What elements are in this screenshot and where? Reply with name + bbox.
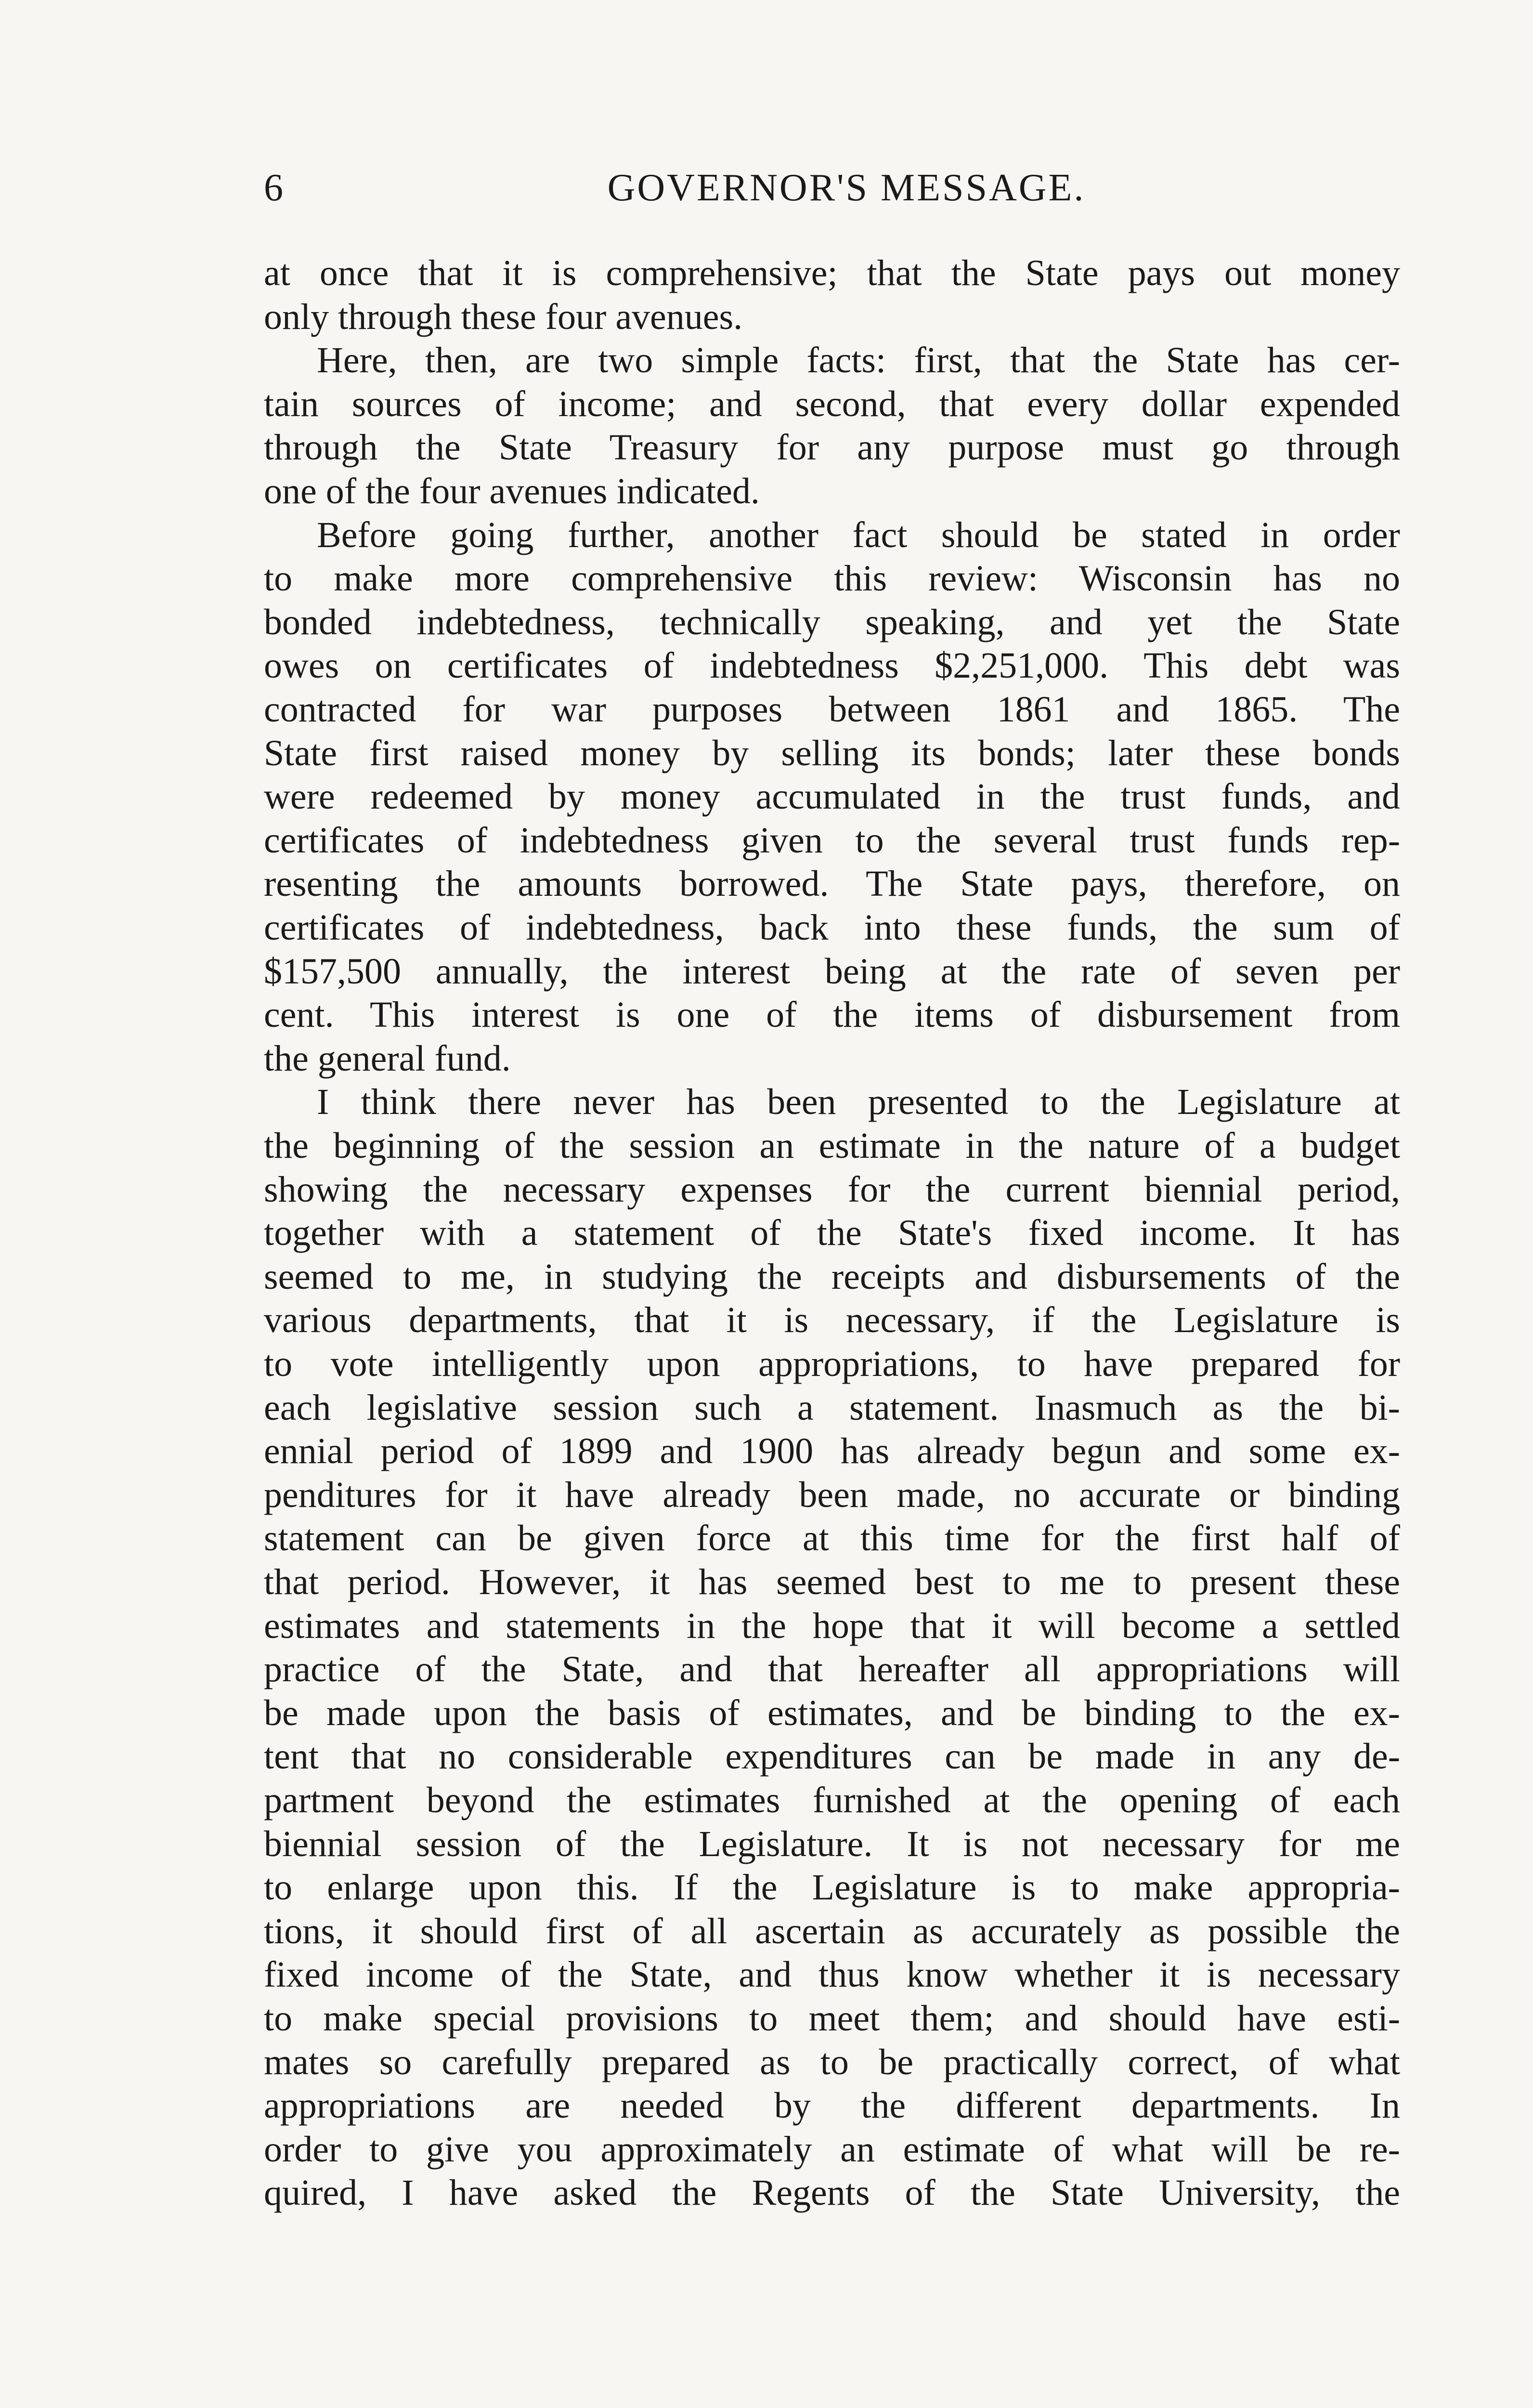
text-line: fixed income of the State, and thus know whether it is necessary [264,1954,1400,1995]
text-line: certificates of indebtedness, back into these funds, the sum of [264,907,1400,948]
text-line: one of the four avenues indicated. [264,471,760,511]
text-line: the beginning of the session an estimate in the nature of a budget [264,1125,1400,1166]
text-line: only through these four avenues. [264,297,743,337]
page-number: 6 [264,167,283,209]
text-line: together with a statement of the State's fixed income. It has [264,1213,1400,1253]
text-line: quired, I have asked the Regents of the State University, the [264,2172,1400,2213]
text-line: tent that no considerable expenditures can be made in any de- [264,1736,1400,1777]
text-line: through the State Treasury for any purpose must go through [264,427,1400,468]
text-line: I think there never has been presented to the Legislature at [317,1082,1400,1122]
text-line: the general fund. [264,1038,511,1079]
text-line: appropriations are needed by the different departments. In [264,2085,1400,2126]
text-line: tain sources of income; and second, that every dollar expended [264,384,1400,424]
text-line: be made upon the basis of estimates, and be binding to the ex- [264,1693,1400,1733]
text-line: Before going further, another fact should be stated in order [317,515,1400,555]
text-line: each legislative session such a statement. Inasmuch as the bi- [264,1387,1400,1428]
text-line: cent. This interest is one of the items of disbursement from [264,995,1400,1035]
text-line: State first raised money by selling its bonds; later these bonds [264,733,1400,773]
text-line: that period. However, it has seemed best to me to present these [264,1562,1400,1602]
text-line: showing the necessary expenses for the current biennial period, [264,1169,1400,1210]
text-line: seemed to me, in studying the receipts and disbursements of the [264,1256,1400,1297]
text-line: certificates of indebtedness given to the several trust funds rep- [264,820,1400,861]
text-line: to vote intelligently upon appropriations, to have prepared for [264,1344,1400,1384]
text-line: to enlarge upon this. If the Legislature is to make appropria- [264,1867,1400,1908]
text-line: resenting the amounts borrowed. The State pays, therefore, on [264,864,1400,904]
text-line: penditures for it have already been made, no accurate or binding [264,1475,1400,1515]
text-line: tions, it should first of all ascertain as accurately as possible the [264,1911,1400,1951]
text-line: ennial period of 1899 and 1900 has already begun and some ex- [264,1431,1400,1471]
text-line: Here, then, are two simple facts: first, that the State has cer- [317,340,1400,380]
text-line: owes on certificates of indebtedness $2,251,000. This debt was [264,645,1400,686]
text-line: were redeemed by money accumulated in the trust funds, and [264,776,1400,817]
text-line: contracted for war purposes between 1861 and 1865. The [264,689,1400,730]
text-line: various departments, that it is necessary, if the Legislature is [264,1300,1400,1340]
text-line: to make more comprehensive this review: Wisconsin has no [264,558,1400,599]
text-line: mates so carefully prepared as to be practically correct, of what [264,2042,1400,2082]
text-line: practice of the State, and that hereafter all appropriations will [264,1649,1400,1689]
text-line: estimates and statements in the hope that it will become a settled [264,1606,1400,1646]
text-line: to make special provisions to meet them; and should have esti- [264,1998,1400,2039]
page-header [264,159,1400,222]
text-line: biennial session of the Legislature. It is not necessary for me [264,1824,1400,1864]
text-line: partment beyond the estimates furnished at the opening of each [264,1780,1400,1820]
running-title: GOVERNOR'S MESSAGE. [607,167,1086,209]
text-line: at once that it is comprehensive; that the State pays out money [264,253,1400,293]
text-line: bonded indebtedness, technically speaking, and yet the State [264,602,1400,642]
text-line: $157,500 annually, the interest being at the rate of seven per [264,951,1400,992]
text-line: order to give you approximately an estimate of what will be re- [264,2129,1400,2170]
text-line: statement can be given force at this time for the first half of [264,1518,1400,1558]
